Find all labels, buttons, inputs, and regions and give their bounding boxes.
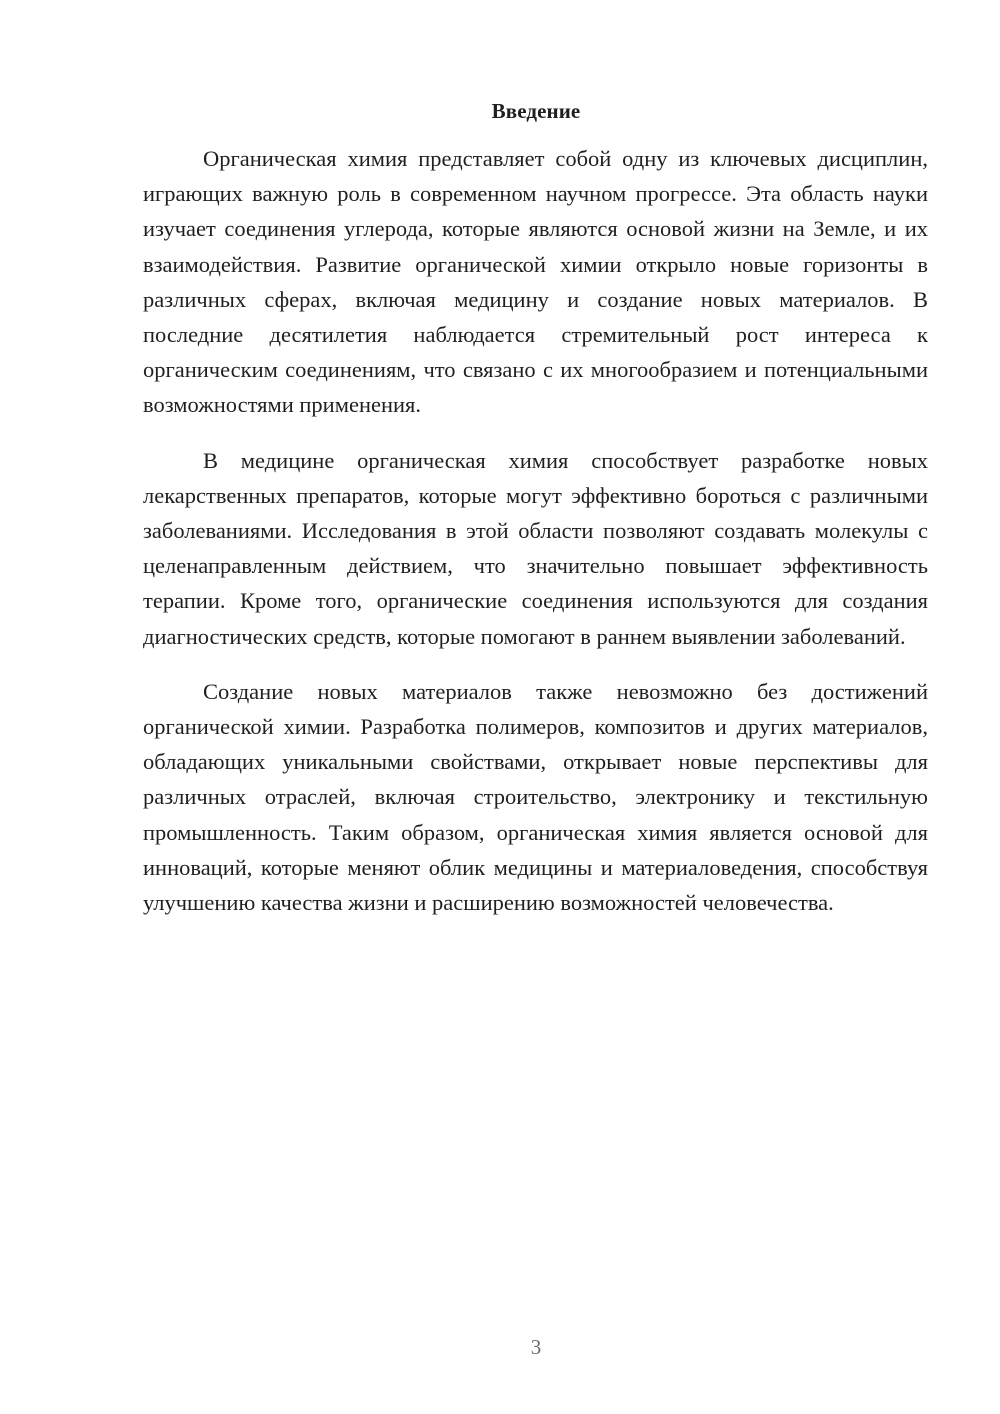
paragraph-medicine: В медицине органическая химия способствует разработке новых лекарственных препаратов, которые могут эффективно бороться с различными заболеваниями. Исследования в этой области позволяют создавать молекулы с целенаправленным действием, что значительно повышает эффективность терапии. Кроме того, органические соединения используются для создания диагностических средств, которые помогают в раннем выявлении заболеваний. [143,447,928,649]
page-number: 3 [530,1335,542,1359]
paragraph-materials: Создание новых материалов также невозможно без достижений органической химии. Разработка полимеров, композитов и других материалов, обладающих уникальными свойствами, открывает новые перспективы для различных отраслей, включая строительство, электронику и текстильную промышленность. Таким образом, органическая химия является основой для инноваций, которые меняют облик медицины и материаловедения, способствуя улучшению качества жизни и расширению возможностей человечества. [143,678,928,916]
section-heading: Введение [491,99,581,123]
body-text [143,141,928,920]
paragraph-intro: Органическая химия представляет собой одну из ключевых дисциплин, играющих важную роль в современном научном прогрессе. Эта область науки изучает соединения углерода, которые являются основой жизни на Земле, и их взаимодействия. Развитие органической химии открыло новые горизонты в различных сферах, включая медицину и создание новых материалов. В последние десятилетия наблюдается стремительный рост интереса к органическим соединениям, что связано с их многообразием и потенциальными возможностями применения. [143,146,928,418]
